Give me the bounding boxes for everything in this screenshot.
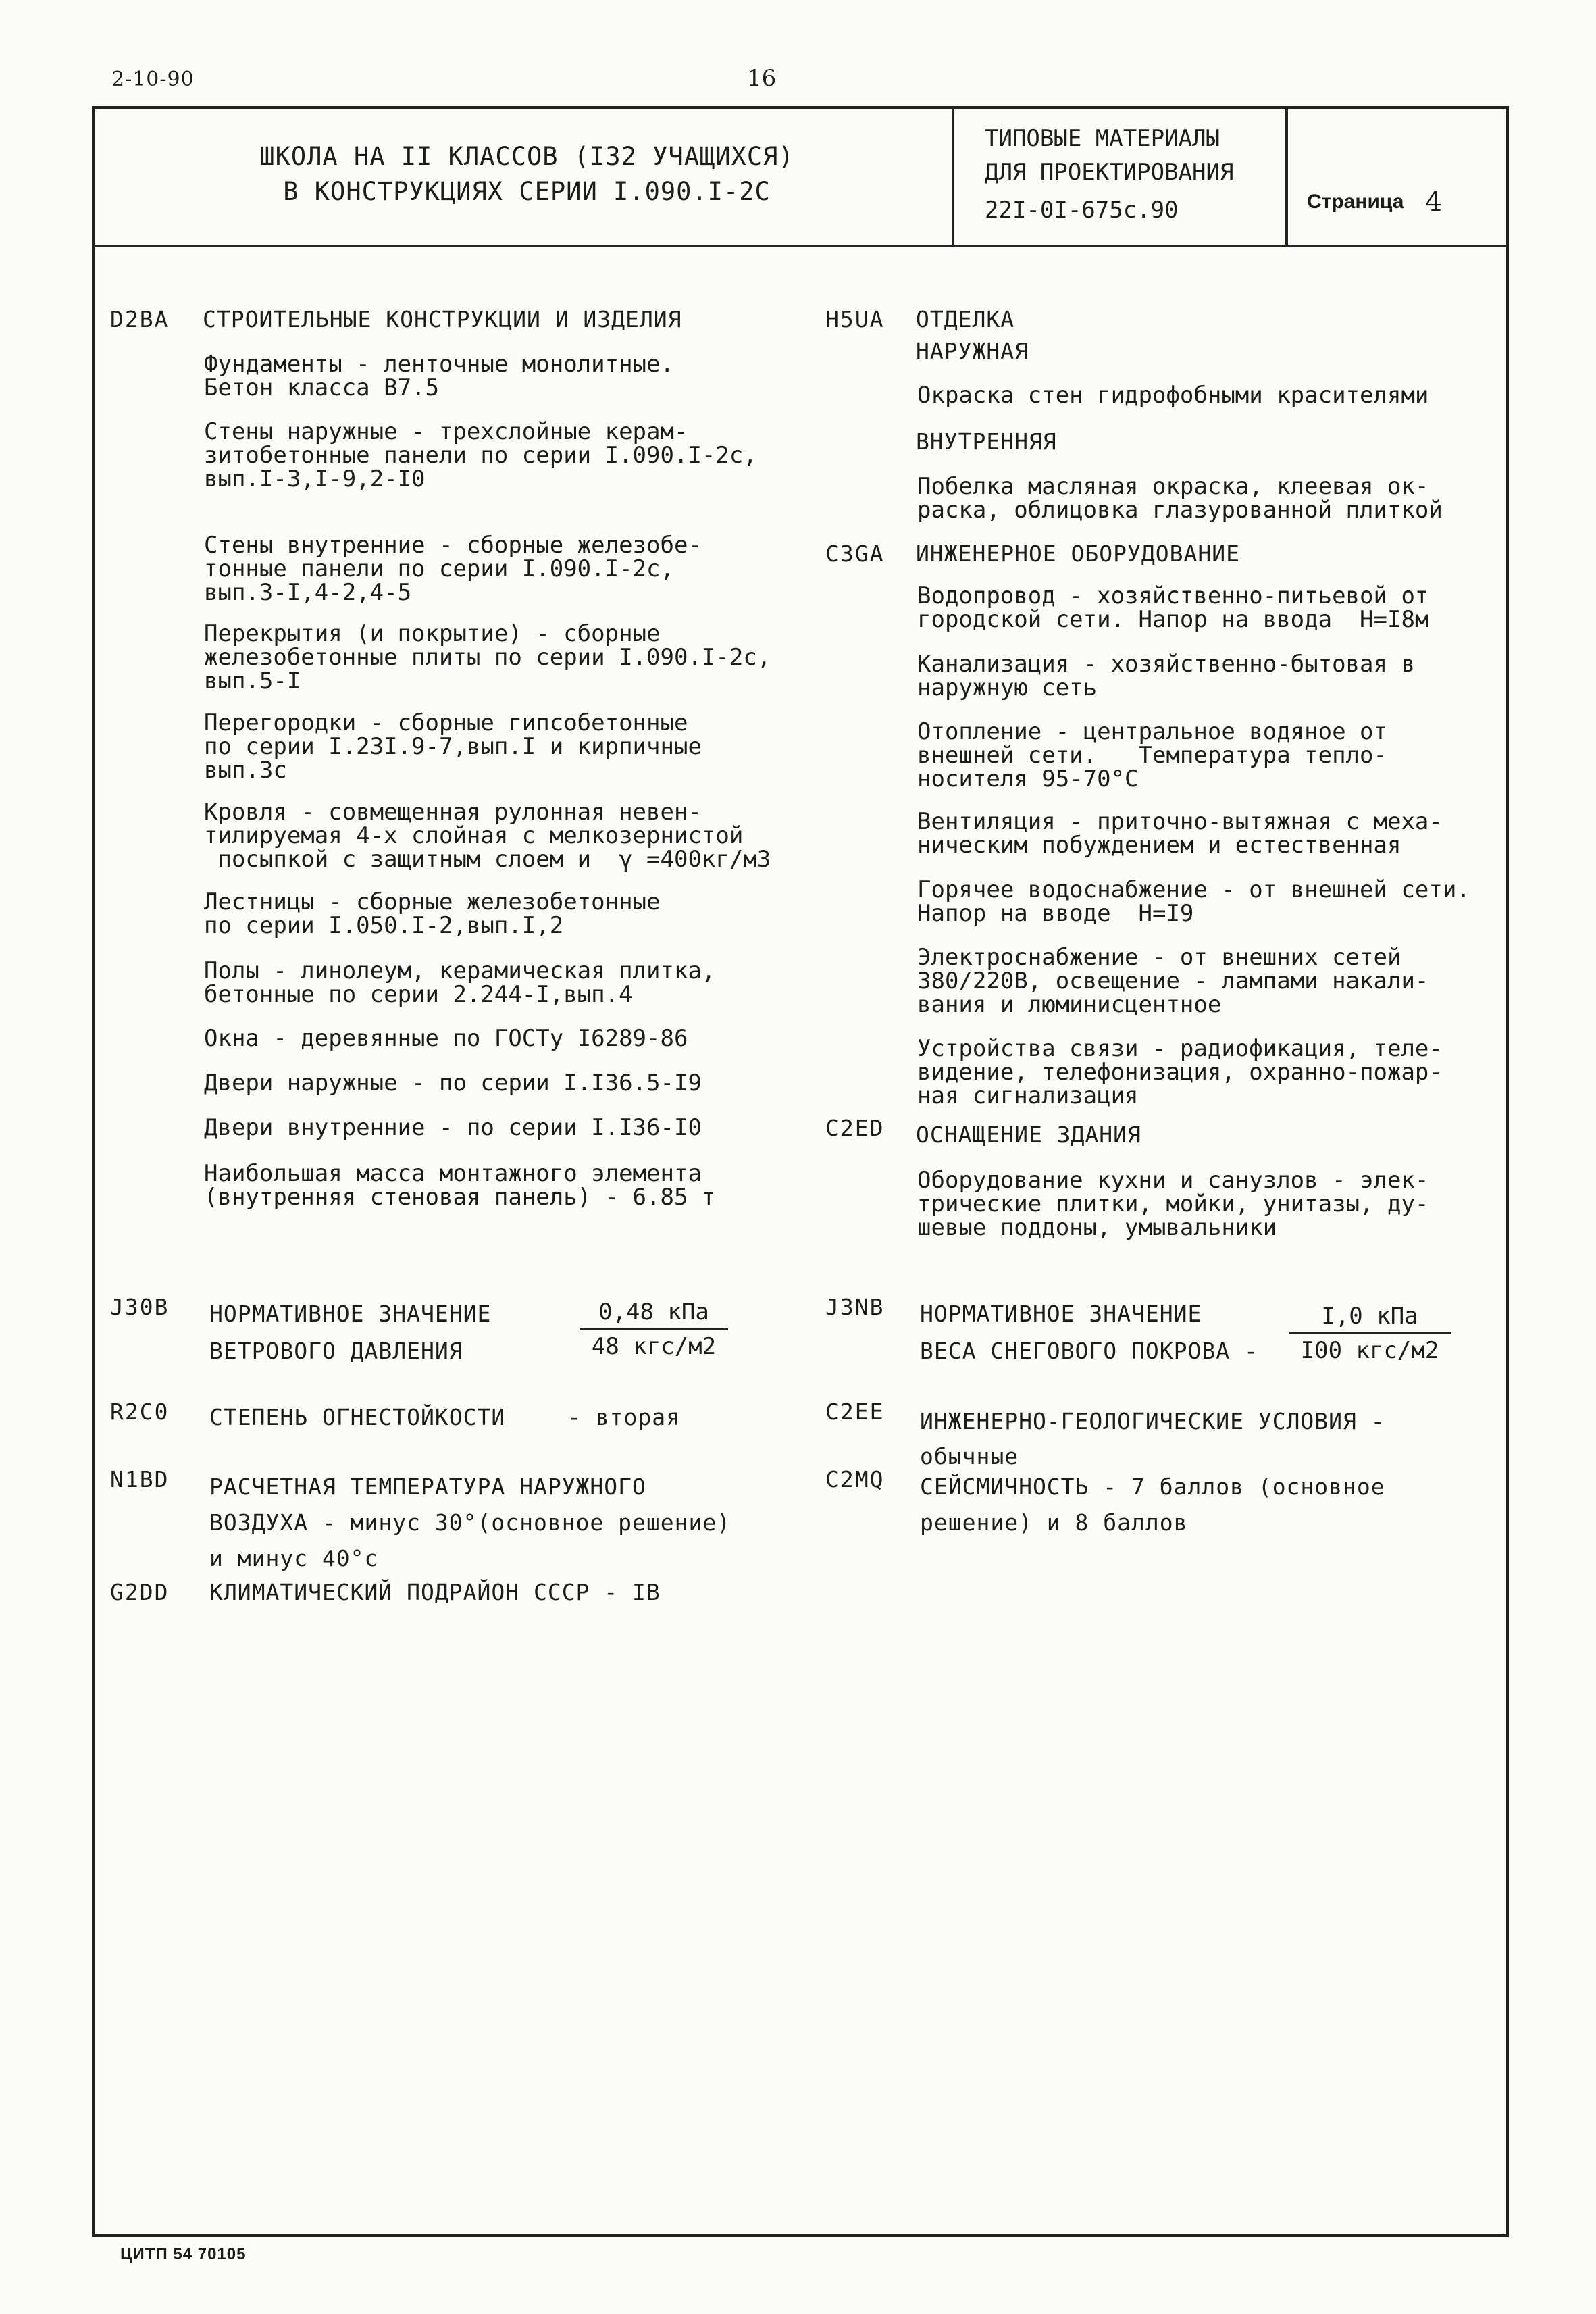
item-floor-finish: Полы - линолеум, керамическая плитка, бетонные по серии 2.244-I,вып.4 [204, 957, 716, 1008]
wind-label-line2: ВЕТРОВОГО ДАВЛЕНИЯ [209, 1338, 463, 1364]
snow-value [1289, 1303, 1451, 1364]
engineering-heading: ИНЖЕНЕРНОЕ ОБОРУДОВАНИЕ [916, 540, 1240, 567]
page-label: Страница [1307, 191, 1404, 213]
item-foundations: Фундаменты - ленточные монолитные. Бетон класса В7.5 [204, 351, 674, 401]
finish-code: H5UA [825, 306, 885, 332]
sheet-number: 16 [747, 65, 777, 92]
item-inner-doors: Двери внутренние - по серии I.I36-I0 [204, 1114, 702, 1141]
geo-code: C2EE [825, 1399, 885, 1425]
wind-value [580, 1299, 728, 1360]
item-floors-slabs: Перекрытия (и покрытие) - сборные железобетонные плиты по серии I.090.I-2c, вып.5-I [204, 620, 771, 695]
temp-label-line2: ВОЗДУХА - минус 30°(основное решение) [209, 1509, 731, 1536]
wind-code: J30B [110, 1294, 170, 1320]
section-heading-structures: СТРОИТЕЛЬНЫЕ КОНСТРУКЦИИ И ИЗДЕЛИЯ [203, 306, 682, 332]
temp-label [209, 1469, 731, 1576]
series-code: 22I-0I-675c.90 [985, 197, 1179, 224]
item-outer-walls: Стены наружные - трехслойные керам- зитобетонные панели по серии I.090.I-2c, вып.I-3,I-9,2-I0 [204, 418, 757, 493]
section-code: D2BA [110, 306, 170, 332]
series-line2: ДЛЯ ПРОЕКТИРОВАНИЯ [985, 159, 1234, 186]
engineering-code: C3GA [825, 540, 885, 567]
document-code: 2-10-90 [111, 68, 195, 91]
finish-heading: ОТДЕЛКА [916, 306, 1015, 332]
seismic-label-line1: СЕЙСМИЧНОСТЬ - 7 баллов (основное [920, 1474, 1385, 1500]
fire-label: СТЕПЕНЬ ОГНЕСТОЙКОСТИ [209, 1404, 506, 1430]
finish-outer-text: Окраска стен гидрофобными красителями [917, 382, 1429, 409]
fire-value: - вторая [567, 1404, 680, 1430]
item-heating: Отопление - центральное водяное от внешней сети. Температура тепло- носителя 95-70°C [917, 718, 1387, 793]
header-separator-1 [952, 106, 954, 246]
item-hot-water: Горячее водоснабжение - от внешней сети. Напор на вводе Н=I9 [917, 876, 1470, 927]
seismic-label-line2: решение) и 8 баллов [920, 1509, 1188, 1536]
project-title-line1: ШКОЛА НА II КЛАССОВ (I32 УЧАЩИХСЯ) [259, 142, 794, 171]
snow-value-kgf: I00 кгс/м2 [1300, 1337, 1439, 1364]
climate-code: G2DD [110, 1579, 170, 1605]
geo-label-line2: обычные [920, 1443, 1019, 1469]
item-communications: Устройства связи - радиофикация, теле- видение, телефонизация, охранно-пожар- ная сигнализация [917, 1035, 1443, 1109]
fire-code: R2C0 [110, 1399, 170, 1425]
wind-value-kpa: 0,48 кПа [580, 1299, 728, 1330]
footer-stamp: ЦИТП 54 70105 [120, 2245, 247, 2263]
item-partitions: Перегородки - сборные гипсобетонные по серии I.23I.9-7,вып.I и кирпичные вып.3c [204, 709, 702, 784]
item-stairs: Лестницы - сборные железобетонные по серии I.050.I-2,вып.I,2 [204, 888, 661, 939]
project-title [108, 139, 946, 209]
header-separator-2 [1285, 106, 1288, 246]
geo-label-line1: ИНЖЕНЕРНО-ГЕОЛОГИЧЕСКИЕ УСЛОВИЯ - [920, 1408, 1385, 1434]
item-ventilation: Вентиляция - приточно-вытяжная с меха- ническим побуждением и естественная [917, 808, 1443, 859]
page-value: 4 [1425, 186, 1443, 218]
project-title-line2: В КОНСТРУКЦИЯХ СЕРИИ I.090.I-2C [283, 177, 771, 206]
finish-inner-label: ВНУТРЕННЯЯ [916, 428, 1057, 455]
wind-value-kgf: 48 кгс/м2 [591, 1333, 717, 1360]
snow-label-line1: НОРМАТИВНОЕ ЗНАЧЕНИЕ [920, 1301, 1202, 1327]
series-block [985, 122, 1233, 227]
item-water-supply: Водопровод - хозяйственно-питьевой от городской сети. Напор на ввода Н=I8м [917, 582, 1429, 633]
seismic-label [920, 1469, 1385, 1540]
item-outer-doors: Двери наружные - по серии I.I36.5-I9 [204, 1070, 702, 1097]
item-electricity: Электроснабжение - от внешних сетей 380/220В, освещение - лампами накали- вания и люминисцентное [917, 944, 1429, 1018]
geo-label [920, 1404, 1385, 1474]
equipment-code: C2ED [825, 1115, 885, 1141]
snow-label-line2: ВЕСА СНЕГОВОГО ПОКРОВА - [920, 1338, 1258, 1364]
finish-outer-label: НАРУЖНАЯ [916, 338, 1029, 364]
series-line1: ТИПОВЫЕ МАТЕРИАЛЫ [985, 125, 1220, 152]
wind-label-line1: НОРМАТИВНОЕ ЗНАЧЕНИЕ [209, 1301, 492, 1327]
equipment-text: Оборудование кухни и санузлов - элек- трические плитки, мойки, унитазы, ду- шевые поддоны, умывальники [917, 1167, 1429, 1241]
temp-label-line3: и минус 40°c [209, 1545, 379, 1571]
item-inner-walls: Стены внутренние - сборные железобе- тонные панели по серии I.090.I-2c, вып.3-I,4-2,4-5 [204, 532, 702, 606]
header-divider [92, 245, 1509, 247]
finish-inner-text: Побелка масляная окраска, клеевая ок- раска, облицовка глазурованной плиткой [917, 473, 1443, 524]
item-windows: Окна - деревянные по ГОСТу I6289-86 [204, 1025, 688, 1052]
wind-label [209, 1295, 491, 1369]
snow-code: J3NB [825, 1294, 885, 1320]
equipment-heading: ОСНАЩЕНИЕ ЗДАНИЯ [916, 1122, 1141, 1148]
climate-label: КЛИМАТИЧЕСКИЙ ПОДРАЙОН СССР - IB [209, 1579, 661, 1605]
snow-label [920, 1295, 1258, 1369]
item-roof: Кровля - совмещенная рулонная невен- тилируемая 4-х слойная с мелкозернистой посыпкой с защитным слоем и γ =400кг/м3 [204, 799, 771, 873]
seismic-code: C2MQ [825, 1466, 885, 1492]
temp-code: N1BD [110, 1466, 170, 1492]
temp-label-line1: РАСЧЕТНАЯ ТЕМПЕРАТУРА НАРУЖНОГО [209, 1474, 646, 1500]
snow-value-kpa: I,0 кПа [1289, 1303, 1451, 1334]
item-sewage: Канализация - хозяйственно-бытовая в наружную сеть [917, 651, 1415, 701]
item-max-mass: Наибольшая масса монтажного элемента (внутренняя стеновая панель) - 6.85 т [204, 1160, 716, 1211]
